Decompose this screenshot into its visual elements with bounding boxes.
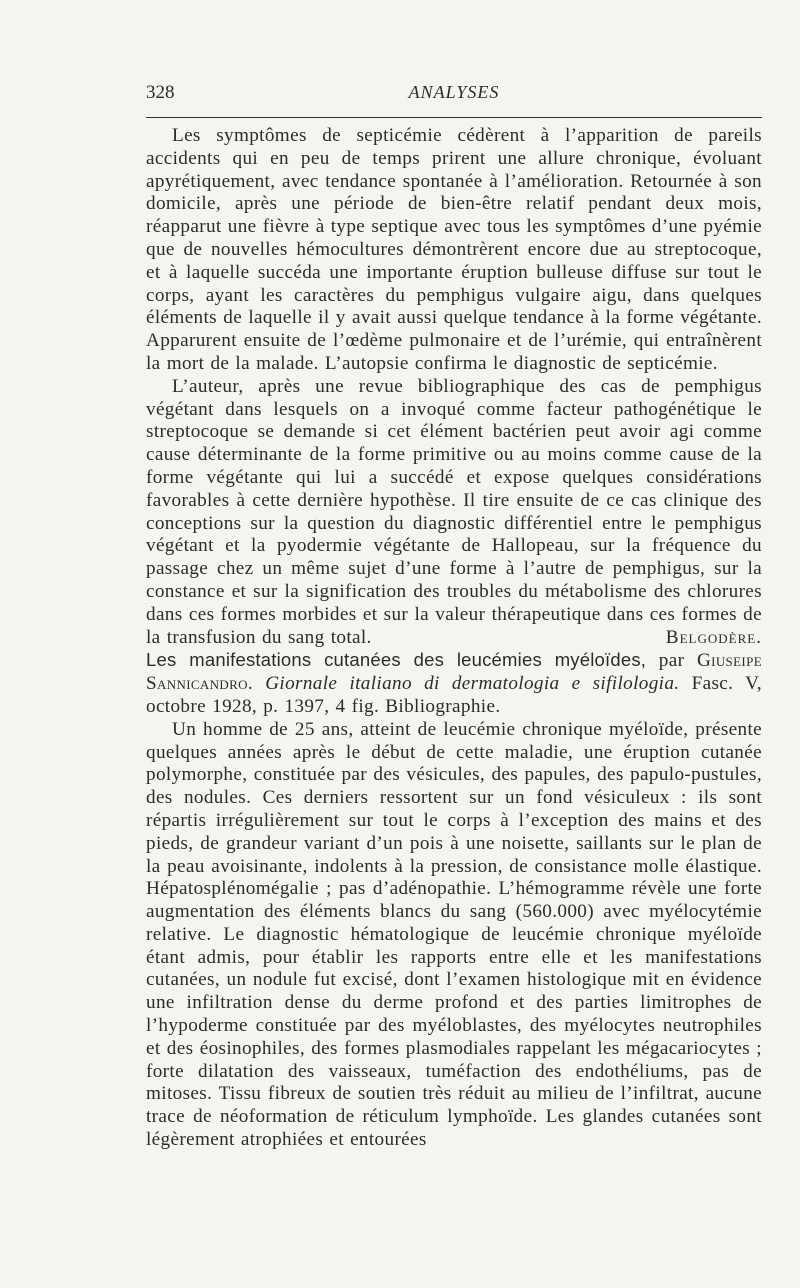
review-journal: Giornale italiano di dermatologia e sifilologia. bbox=[265, 673, 680, 695]
review-author: Giuseipe Sannicandro. bbox=[146, 650, 762, 695]
review-details: Fasc. V, octobre 1928, p. 1397, 4 fig. Bibliographie. bbox=[146, 673, 762, 717]
paragraph-1: Les symptômes de septicémie cédèrent à l’apparition de pareils accidents qui en peu de temps prirent une allure chronique, évoluant apyrétiquement, avec tendance spontanée à l’amélioration. Retournée à son domicile, après une période de bien-être relatif pendant deux mois, réapparut une fièvre à type septique avec tous les symptômes d’une pyémie que de nouvelles hémocultures démontrèrent encore due au streptocoque, et à laquelle succéda une importante éruption bulleuse diffuse sur tout le corps, ayant les caractères du pemphigus vulgaire aigu, dans quelques éléments de laquelle il y avait aussi quelque tendance à la forme végétante. Apparurent ensuite de l’œdème pulmonaire et de l’urémie, qui entraînèrent la mort de la malade. L’autopsie confirma le diagnostic de septicémie. bbox=[146, 125, 762, 374]
page-header bbox=[146, 82, 762, 112]
paragraph-2 bbox=[146, 376, 762, 650]
reviewer-signature: Belgodère. bbox=[665, 626, 762, 648]
review-title: Les manifestations cutanées des leucémies myéloïdes, bbox=[146, 649, 647, 671]
paragraph-2-text: L’auteur, après une revue bibliographique des cas de pemphigus végétant dans lesquels on a invoqué comme facteur pathogénétique le streptocoque se demande si cet élément bactérien peut avoir agi comme cause déterminante de la forme primitive ou au moins comme cause de la forme végétante qui lui a succédé et expose quelques considérations favorables à cette dernière hypothèse. Il tire ensuite de ce cas clinique des conceptions sur la question du diagnostic différentiel entre le pemphigus végétant et la pyodermie végétante de Hallopeau, sur la fréquence du passage chez un même sujet d’une forme à l’autre de pemphigus, sur la constance et sur la signification des troubles du métabolisme des chlorures dans ces formes morbides et sur la valeur thérapeutique dans ces formes de la transfusion du sang total. bbox=[146, 375, 762, 648]
page-number: 328 bbox=[146, 82, 175, 103]
paragraph-3: Un homme de 25 ans, atteint de leucémie chronique myéloïde, présente quelques années après le début de cette maladie, une éruption cutanée polymorphe, constituée par des vésicules, des papules, des papulo-pustules, des nodules. Ces derniers ressortent sur un fond vésiculeux : ils sont répartis irrégulièrement sur tout le corps à l’exception des mains et des pieds, de grandeur variant d’un pois à une noisette, saillants sur le plan de la peau avoisinante, indolents à la pression, de consistance molle élastique. Hépatosplénomégalie ; pas d’adénopathie. L’hémogramme révèle une forte augmentation des éléments blancs du sang (560.000) avec myélocytémie relative. Le diagnostic hématologique de leucémie chronique myéloïde étant admis, pour établir les rapports entre elle et les manifestations cutanées, un nodule fut excisé, dont l’examen histologique mit en évidence une infiltration dense du derme profond et des parties limitrophes de l’hypoderme constituée par des myéloblastes, des myélocytes neutrophiles et des éosinophiles, des formes plasmodiales rappelant les mégacariocytes ; forte dilatation des vaisseaux, tuméfaction des endothéliums, pas de mitoses. Tissu fibreux de soutien très réduit au milieu de l’infiltrat, aucune trace de néoformation de réticulum lymphoïde. Les glandes cutanées sont légèrement atrophiées et entourées bbox=[146, 718, 762, 1151]
article-body bbox=[146, 125, 762, 1152]
running-title: ANALYSES bbox=[408, 82, 500, 102]
review-entry-heading bbox=[146, 649, 762, 718]
review-by: par bbox=[658, 650, 685, 672]
header-rule bbox=[146, 117, 762, 118]
